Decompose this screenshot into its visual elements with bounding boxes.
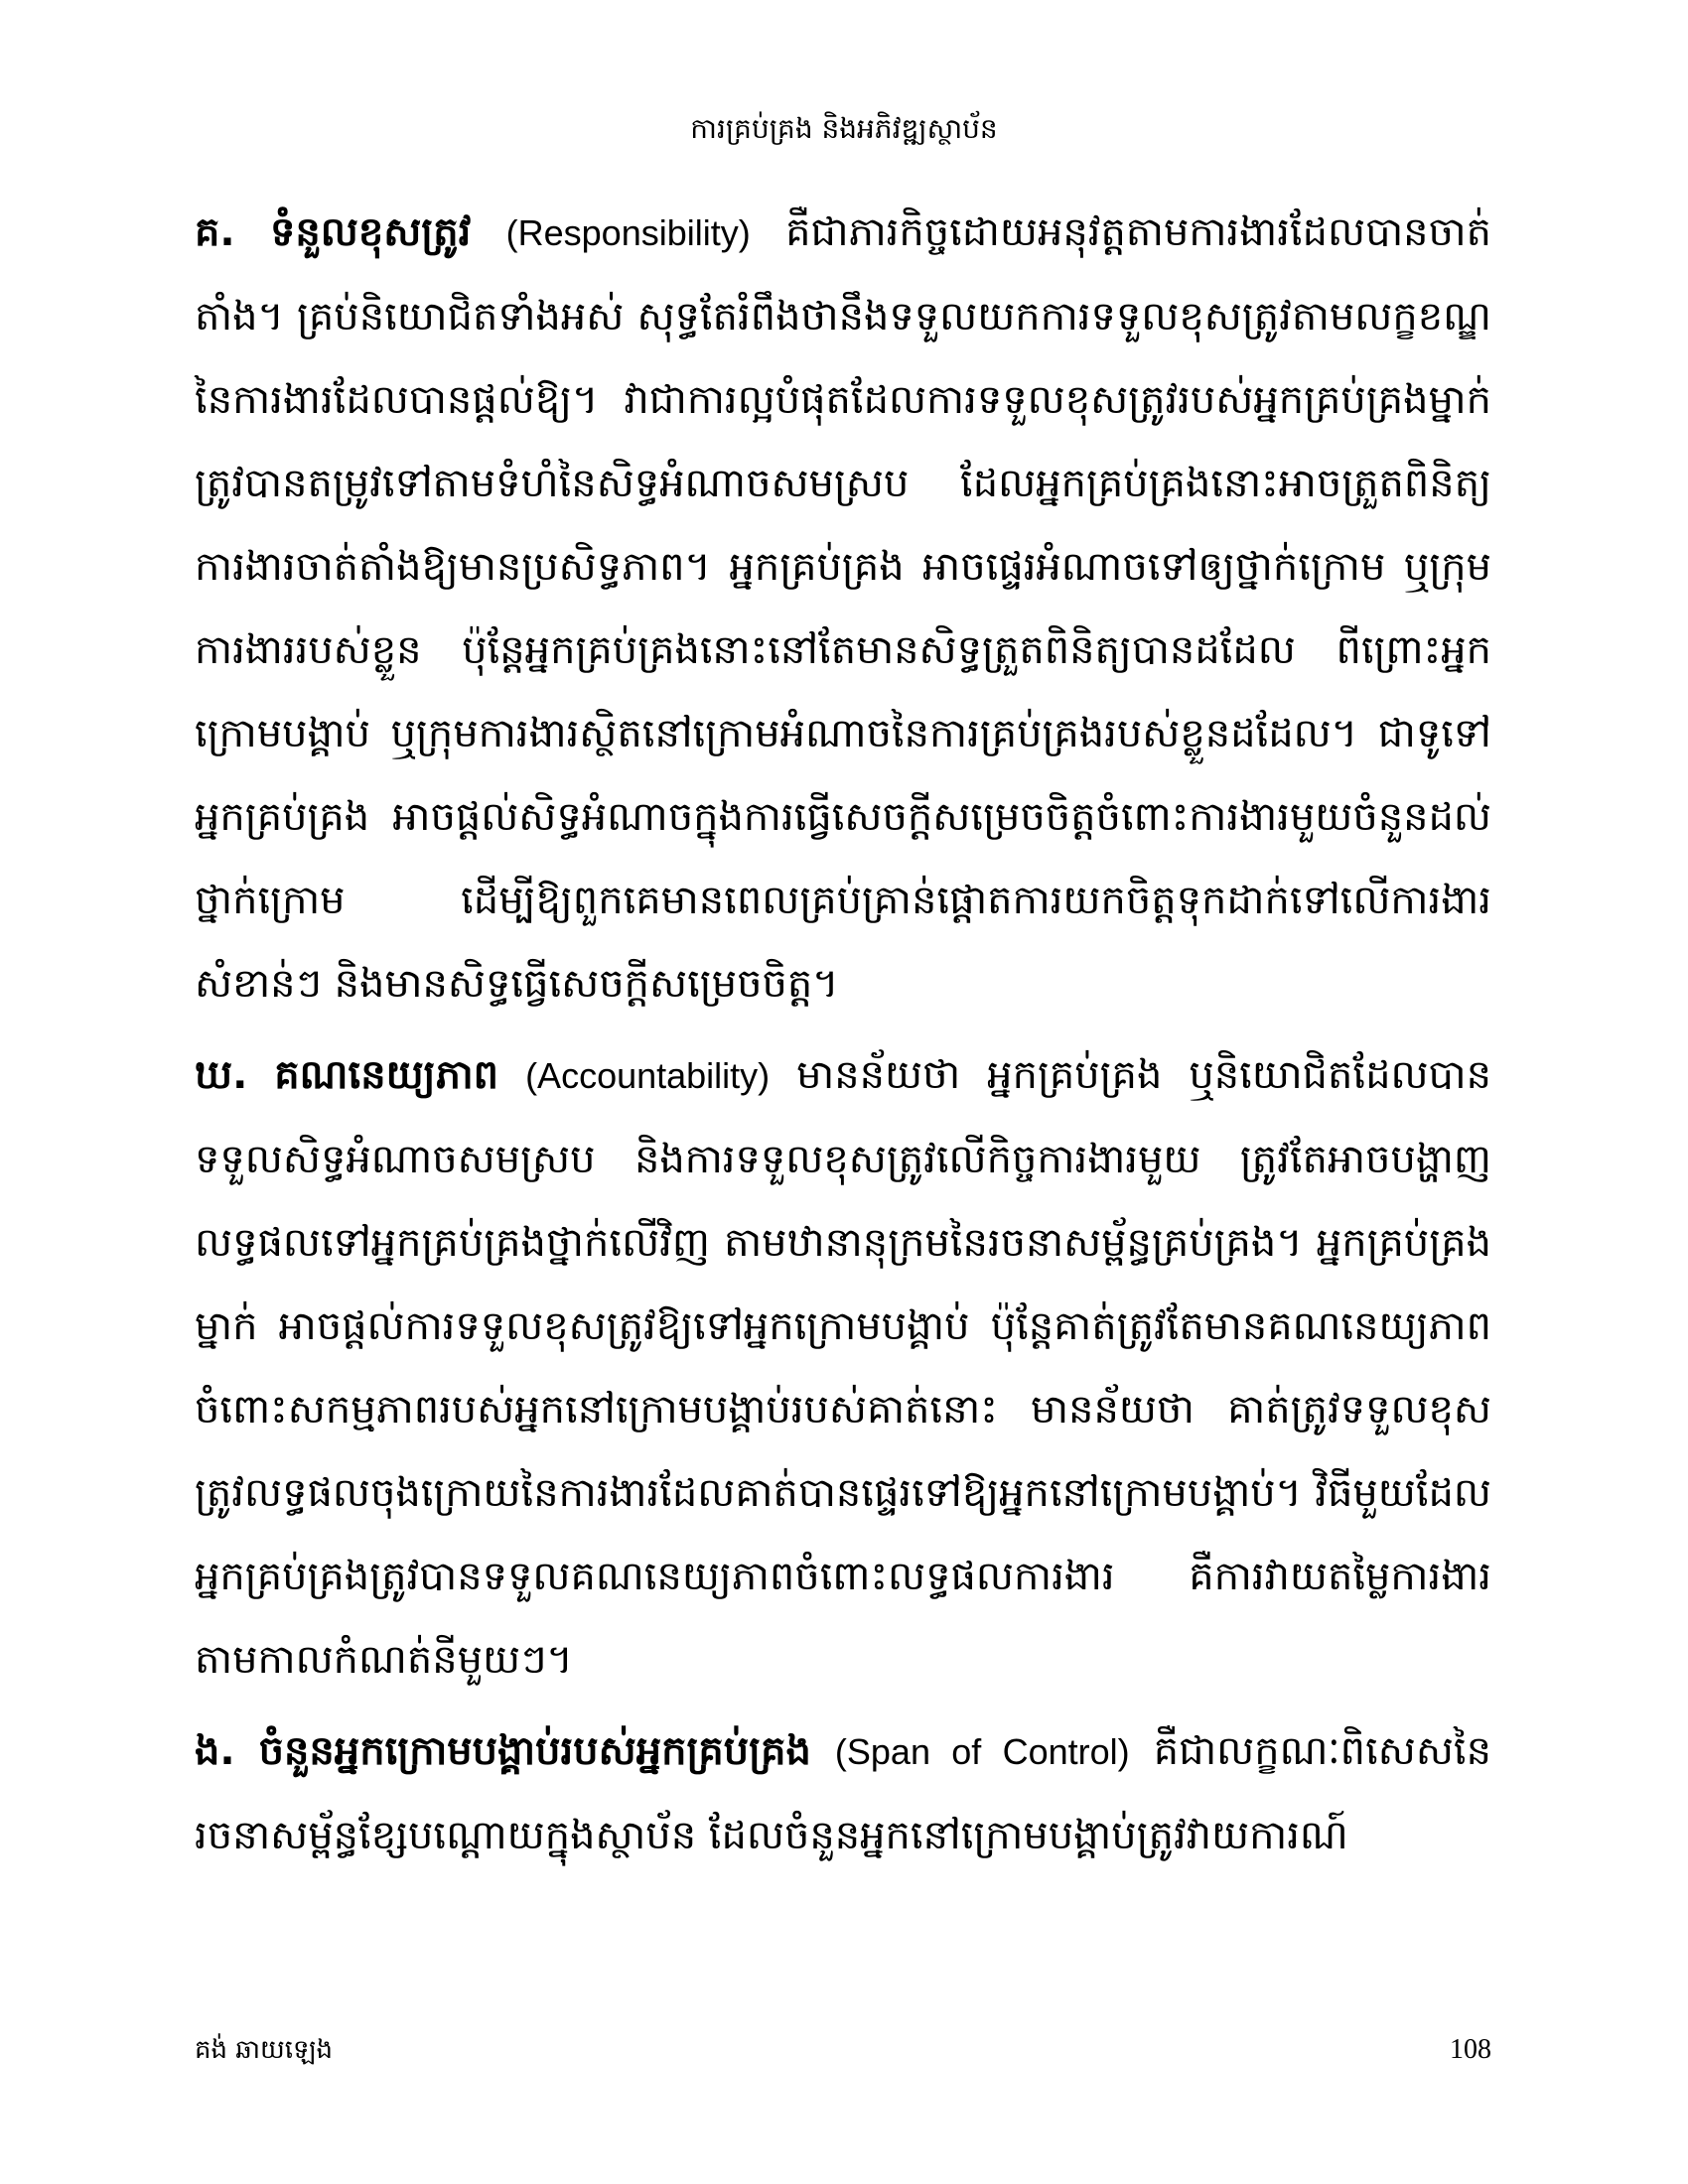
paragraph-accountability: [195, 1033, 1491, 1702]
document-body: [195, 191, 1491, 1885]
section-marker: ឃ.: [195, 1052, 248, 1098]
footer-author: គង់ ឆាយឡេង: [195, 2035, 334, 2065]
paragraph-text: គឺជាលក្ខណៈពិសេសនៃរចនាសម្ព័ន្ធខ្សែបណ្តោយក្នុងស្ថាប័ន ដែលចំនួនអ្នកនៅក្រោមបង្គាប់ត្រូវវាយការណ៍: [195, 1728, 1492, 1858]
paragraph-responsibility: [195, 191, 1491, 1025]
section-english-term: (Responsibility): [505, 212, 751, 253]
page-header: ការគ្រប់គ្រង និងអភិវឌ្ឍស្ថាប័ន: [690, 112, 998, 145]
section-marker: ង.: [195, 1728, 235, 1774]
section-term: ទំនួលខុសត្រូវ: [269, 209, 472, 255]
section-english-term: (Span of Control): [834, 1731, 1130, 1772]
section-term: គណនេយ្យភាព: [274, 1052, 499, 1098]
paragraph-span-of-control: [195, 1709, 1491, 1877]
paragraph-text: មានន័យថា អ្នកគ្រប់គ្រង ឬនិយោជិតដែលបានទទួលសិទ្ធអំណាចសមស្រប និងការទទួលខុសត្រូវលើកិច្ចការងារមួយ ត្រូវតែអាចបង្ហាញលទ្ធផលទៅអ្នកគ្រប់គ្រងថ្នាក់លើវិញ តាមឋានានុក្រមនៃរចនាសម្ព័ន្ធគ្រប់គ្រង។ អ្នកគ្រប់គ្រងម្នាក់ អាចផ្តល់ការទទួលខុសត្រូវឱ្យទៅអ្នកក្រោមបង្គាប់ ប៉ុន្តែគាត់ត្រូវតែមានគណនេយ្យភាពចំពោះសកម្មភាពរបស់អ្នកនៅក្រោមបង្គាប់របស់គាត់នោះ មានន័យថា គាត់ត្រូវទទួលខុសត្រូវលទ្ធផលចុងក្រោយនៃការងារដែលគាត់បានផ្ទេរទៅឱ្យអ្នកនៅក្រោមបង្គាប់។ វិធីមួយដែលអ្នកគ្រប់គ្រងត្រូវបានទទួលគណនេយ្យភាពចំពោះលទ្ធផលការងារ គឺការវាយតម្លៃការងារតាមកាលកំណត់នីមួយៗ។: [195, 1052, 1492, 1683]
section-marker: គ.: [195, 209, 235, 255]
section-english-term: (Accountability): [525, 1055, 771, 1096]
page-number: 108: [1450, 2034, 1491, 2065]
section-term: ចំនួនអ្នកក្រោមបង្គាប់របស់អ្នកគ្រប់គ្រង: [258, 1728, 811, 1774]
paragraph-text: គឺជាភារកិច្ចដោយអនុវត្តតាមការងារដែលបានចាត់តាំង។ គ្រប់និយោជិតទាំងអស់ សុទ្ធតែរំពឹងថានឹងទទួលយកការទទួលខុសត្រូវតាមលក្ខខណ្ឌនៃការងារដែលបានផ្តល់ឱ្យ។ វាជាការល្អបំផុតដែលការទទួលខុសត្រូវរបស់អ្នកគ្រប់គ្រងម្នាក់ ត្រូវបានតម្រូវទៅតាមទំហំនៃសិទ្ធអំណាចសមស្រប ដែលអ្នកគ្រប់គ្រងនោះអាចត្រួតពិនិត្យការងារចាត់តាំងឱ្យមានប្រសិទ្ធភាព។ អ្នកគ្រប់គ្រង អាចផ្ទេរអំណាចទៅឲ្យថ្នាក់ក្រោម ឬក្រុមការងាររបស់ខ្លួន ប៉ុន្តែអ្នកគ្រប់គ្រងនោះនៅតែមានសិទ្ធត្រួតពិនិត្យបានដដែល ពីព្រោះអ្នកក្រោមបង្គាប់ ឬក្រុមការងារស្ថិតនៅក្រោមអំណាចនៃការគ្រប់គ្រងរបស់ខ្លួនដដែល។ ជាទូទៅ អ្នកគ្រប់គ្រង អាចផ្តល់សិទ្ធអំណាចក្នុងការធ្វើសេចក្តីសម្រេចចិត្តចំពោះការងារមួយចំនួនដល់ថ្នាក់ក្រោម ដើម្បីឱ្យពួកគេមានពេលគ្រប់គ្រាន់ផ្តោតការយកចិត្តទុកដាក់ទៅលើការងារសំខាន់ៗ និងមានសិទ្ធធ្វើសេចក្តីសម្រេចចិត្ត។: [195, 209, 1492, 1007]
